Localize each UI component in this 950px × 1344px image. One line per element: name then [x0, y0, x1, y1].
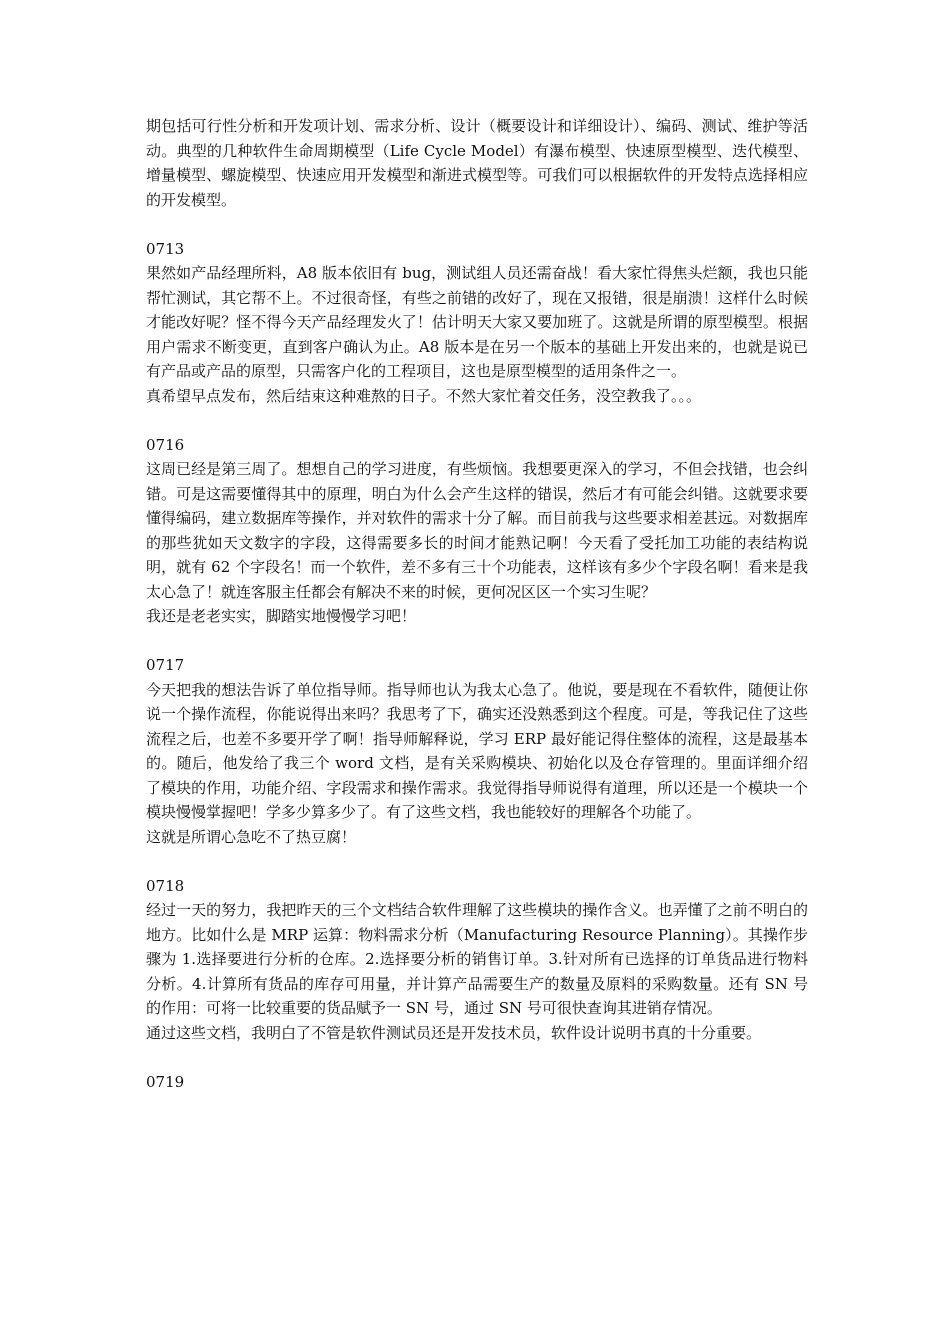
spacer [146, 629, 808, 654]
entry-0713-paragraph-2: 真希望早点发布，然后结束这种难熬的日子。不然大家忙着交任务，没空教我了。。。 [146, 386, 702, 405]
entry-date-0717: 0717 [146, 656, 185, 674]
entry-0716-paragraph-1: 这周已经是第三周了。想想自己的学习进度，有些烦恼。我想要更深入的学习，不但会找错，也会纠错。可是这需要懂得其中的原理，明白为什么会产生这样的错误，然后才有可能会纠错。这就要求要懂得编码，建立数据库等操作，并对软件的需求十分了解。而目前我与这些要求相差甚远。对数据库的那些犹如天文数字的字段，这得需要多长的时间才能熟记啊！今天看了受托加工功能的表结构说明，就有 62 个字段名！而一个软件，差不多有三十个功能表，这样该有多少个字段名啊！看来是我太心急了！就连客服主任都会有解决不来的时候，更何况区区一个实习生呢？ [146, 460, 808, 601]
entry-0716-paragraph-2: 我还是老老实实，脚踏实地慢慢学习吧！ [146, 607, 417, 625]
entry-date-0713: 0713 [146, 239, 185, 258]
entry-date-0719: 0719 [146, 1072, 185, 1091]
spacer [146, 849, 808, 874]
intro-paragraph: 期包括可行性分析和开发项计划、需求分析、设计（概要设计和详细设计）、编码、测试、维护等活动。典型的几种软件生命周期模型（Life Cycle Model）有瀑布模型、快速原型模型、迭代模型、增量模型、螺旋模型、快速应用开发模型和渐进式模型等。可我们可以根据软件的开发特点选择相应的开发模型。 [146, 117, 808, 209]
entry-date-0718: 0718 [146, 876, 185, 895]
spacer [146, 1045, 808, 1070]
entry-0717-paragraph-1: 今天把我的想法告诉了单位指导师。指导师也认为我太心急了。他说，要是现在不看软件，随便让你说一个操作流程，你能说得出来吗？我思考了下，确实还没熟悉到这个程度。可是，等我记住了这些流程之后，也差不多要开学了啊！指导师解释说，学习 ERP 最好能记得住整体的流程，这是最基本的。随后，他发给了我三个 word 文档，是有关采购模块、初始化以及仓存管理的。里面详细介绍了模块的作用，功能介绍、字段需求和操作需求。我觉得指导师说得有道理，所以还是一个模块一个模块慢慢掌握吧！学多少算多少了。有了这些文档，我也能较好的理解各个功能了。 [146, 680, 808, 821]
entry-0717-paragraph-2: 这就是所谓心急吃不了热豆腐！ [146, 827, 357, 846]
entry-0718-paragraph-2: 通过这些文档，我明白了不管是软件测试员还是开发技术员，软件设计说明书真的十分重要。 [146, 1023, 762, 1042]
entry-0713-paragraph-1: 果然如产品经理所料，A8 版本依旧有 bug，测试组人员还需奋战！看大家忙得焦头烂额，我也只能帮忙测试，其它帮不上。不过很奇怪，有些之前错的改好了，现在又报错，很是崩溃！这样什么时候才能改好呢？怪不得今天产品经理发火了！估计明天大家又要加班了。这就是所谓的原型模型。根据用户需求不断变更，直到客户确认为止。A8 版本是在另一个版本的基础上开发出来的，也就是说已有产品或产品的原型，只需客户化的工程项目，这也是原型模型的适用条件之一。 [146, 264, 808, 380]
document-page [146, 114, 808, 1094]
entry-date-0716: 0716 [146, 435, 185, 454]
entry-0718-paragraph-1: 经过一天的努力，我把昨天的三个文档结合软件理解了这些模块的操作含义。也弄懂了之前不明白的地方。比如什么是 MRP 运算：物料需求分析（Manufacturing Resource Planning）。其操作步骤为 1.选择要进行分析的仓库。2.选择要分析的销售订单。3.针对所有已选择的订单货品进行物料分析。4.计算所有货品的库存可用量，并计算产品需要生产的数量及原料的采购数量。还有 SN 号的作用：可将一比较重要的货品赋予一 SN 号，通过 SN 号可很快查询其进销存情况。 [146, 901, 808, 1017]
spacer [146, 212, 808, 237]
spacer [146, 408, 808, 433]
